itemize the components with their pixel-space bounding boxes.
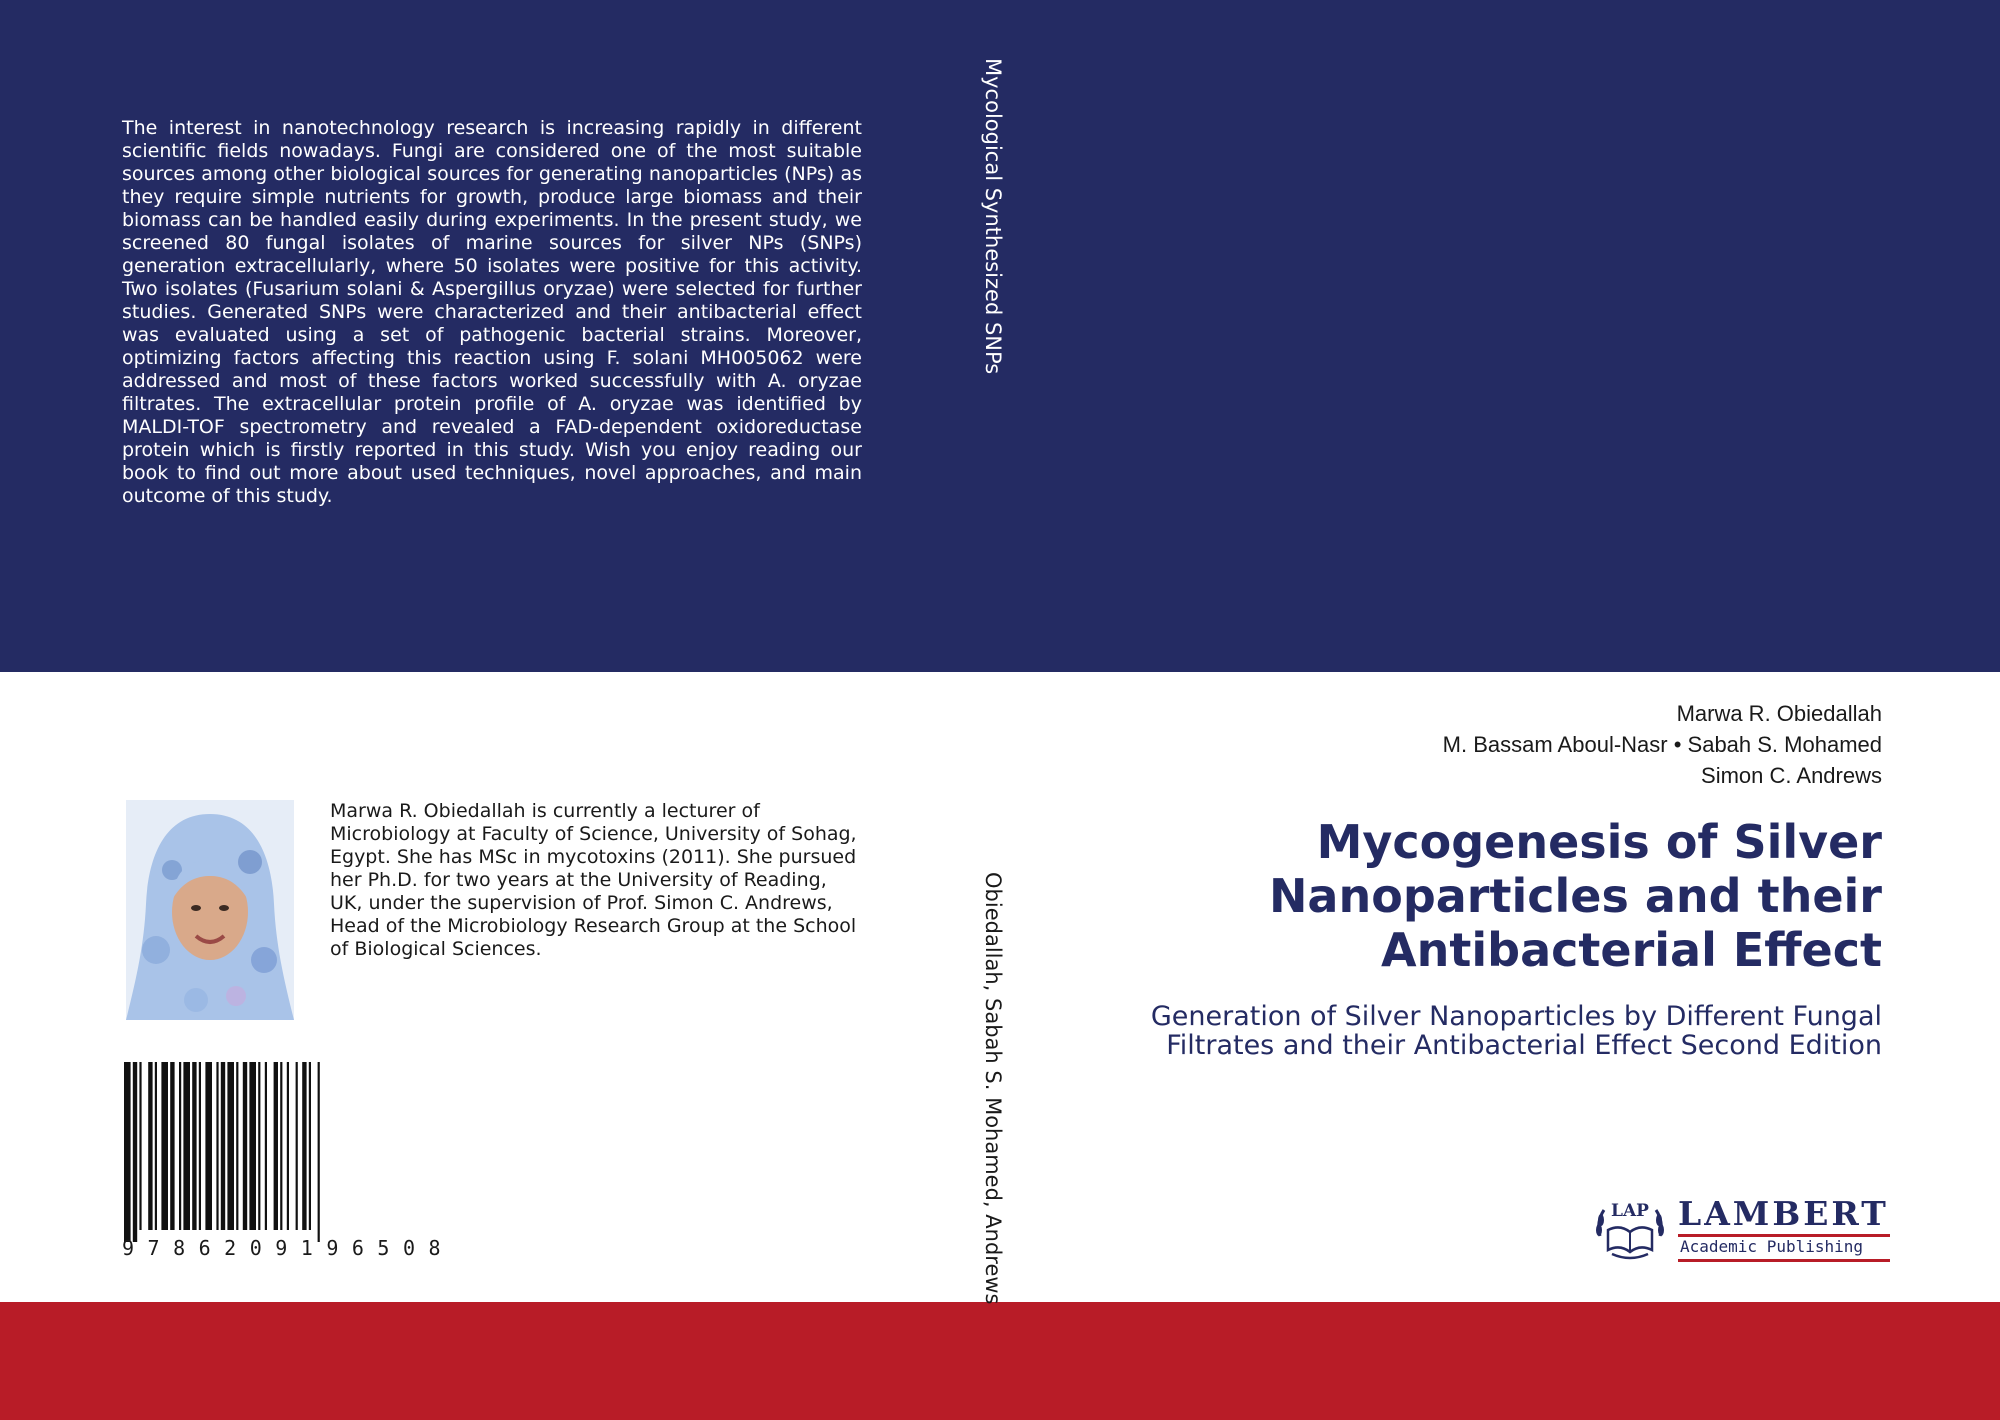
- spine-title: Mycological Synthesized SNPs: [981, 58, 1005, 375]
- publisher-logo: [1590, 1196, 1895, 1266]
- barcode-bar: [161, 1062, 168, 1230]
- author-line-3: Simon C. Andrews: [1701, 763, 1882, 788]
- barcode-bar: [265, 1062, 267, 1230]
- barcode-bar: [183, 1062, 190, 1230]
- barcode-bar: [249, 1062, 256, 1230]
- author-bio: Marwa R. Obiedallah is currently a lecturer of Microbiology at Faculty of Science, University of Sohag, Egypt. She has MSc in mycotoxins (2011). She pursued her Ph.D. for two years at the University of Reading, UK, under the supervision of Prof. Simon C. Andrews, Head of the Microbiology Research Group at the School of Biological Sciences.: [330, 800, 857, 960]
- barcode-bar: [287, 1062, 289, 1230]
- publisher-name: LAMBERT: [1678, 1194, 1889, 1233]
- spine-authors: Obiedallah, Sabah S. Mohamed, Andrews: [981, 872, 1005, 1305]
- book-subtitle: Generation of Silver Nanoparticles by Different Fungal Filtrates and their Antibacterial Effect Second Edition: [1150, 1001, 1882, 1061]
- barcode-bar: [258, 1062, 260, 1230]
- barcode-bar: [179, 1062, 181, 1230]
- barcode-bar: [302, 1062, 306, 1230]
- barcode-bar: [205, 1062, 212, 1230]
- barcode-bar: [192, 1062, 196, 1230]
- front-authors: [1443, 698, 1882, 791]
- publisher-rule-bottom: [1678, 1259, 1890, 1262]
- barcode: [122, 1062, 442, 1242]
- lap-emblem-icon: [1590, 1196, 1670, 1266]
- author-photo: [126, 800, 294, 1020]
- barcode-bar: [148, 1062, 152, 1230]
- book-title: Mycogenesis of Silver Nanoparticles and their Antibacterial Effect: [1268, 815, 1882, 977]
- lap-emblem-text: LAP: [1611, 1201, 1649, 1221]
- barcode-bar: [199, 1062, 201, 1230]
- author-line-2: M. Bassam Aboul-Nasr • Sabah S. Mohamed: [1442, 732, 1882, 757]
- barcode-bar: [170, 1062, 174, 1230]
- barcode-bar: [139, 1062, 141, 1230]
- barcode-bar: [309, 1062, 311, 1230]
- barcode-bar: [216, 1062, 218, 1230]
- barcode-bar: [155, 1062, 157, 1230]
- barcode-bar: [243, 1062, 247, 1230]
- barcode-bar: [318, 1062, 320, 1242]
- barcode-bar: [227, 1062, 234, 1230]
- barcode-bar: [133, 1062, 137, 1242]
- publisher-tagline: Academic Publishing: [1680, 1237, 1864, 1256]
- barcode-bar: [274, 1062, 278, 1230]
- barcode-bar: [236, 1062, 238, 1230]
- isbn-digits: 9786209196508: [122, 1236, 455, 1260]
- back-cover-blurb: The interest in nanotechnology research is increasing rapidly in different scientific fields nowadays. Fungi are considered one of the most suitable sources among other biological sources for generating nanoparticles (NPs) as they require simple nutrients for growth, produce large biomass and their biomass can be handled easily during experiments. In the present study, we screened 80 fungal isolates of marine sources for silver NPs (SNPs) generation extracellularly, where 50 isolates were positive for this activity. Two isolates (Fusarium solani & Aspergillus oryzae) were selected for further studies. Generated SNPs were characterized and their antibacterial effect was evaluated using a set of pathogenic bacterial strains. Moreover, optimizing factors affecting this reaction using F. solani MH005062 were addressed and most of these factors worked successfully with A. oryzae filtrates. The extracellular protein profile of A. oryzae was identified by MALDI-TOF spectrometry and revealed a FAD-dependent oxidoreductase protein which is firstly reported in this study. Wish you enjoy reading our book to find out more about used techniques, novel approaches, and main outcome of this study.: [122, 117, 862, 507]
- barcode-bar: [280, 1062, 282, 1230]
- author-line-1: Marwa R. Obiedallah: [1676, 701, 1882, 726]
- barcode-bar: [296, 1062, 298, 1230]
- author-portrait-image: [126, 800, 294, 1020]
- cover-bottom-red-band: [0, 1302, 2000, 1420]
- barcode-bar: [221, 1062, 225, 1230]
- barcode-bar: [124, 1062, 131, 1242]
